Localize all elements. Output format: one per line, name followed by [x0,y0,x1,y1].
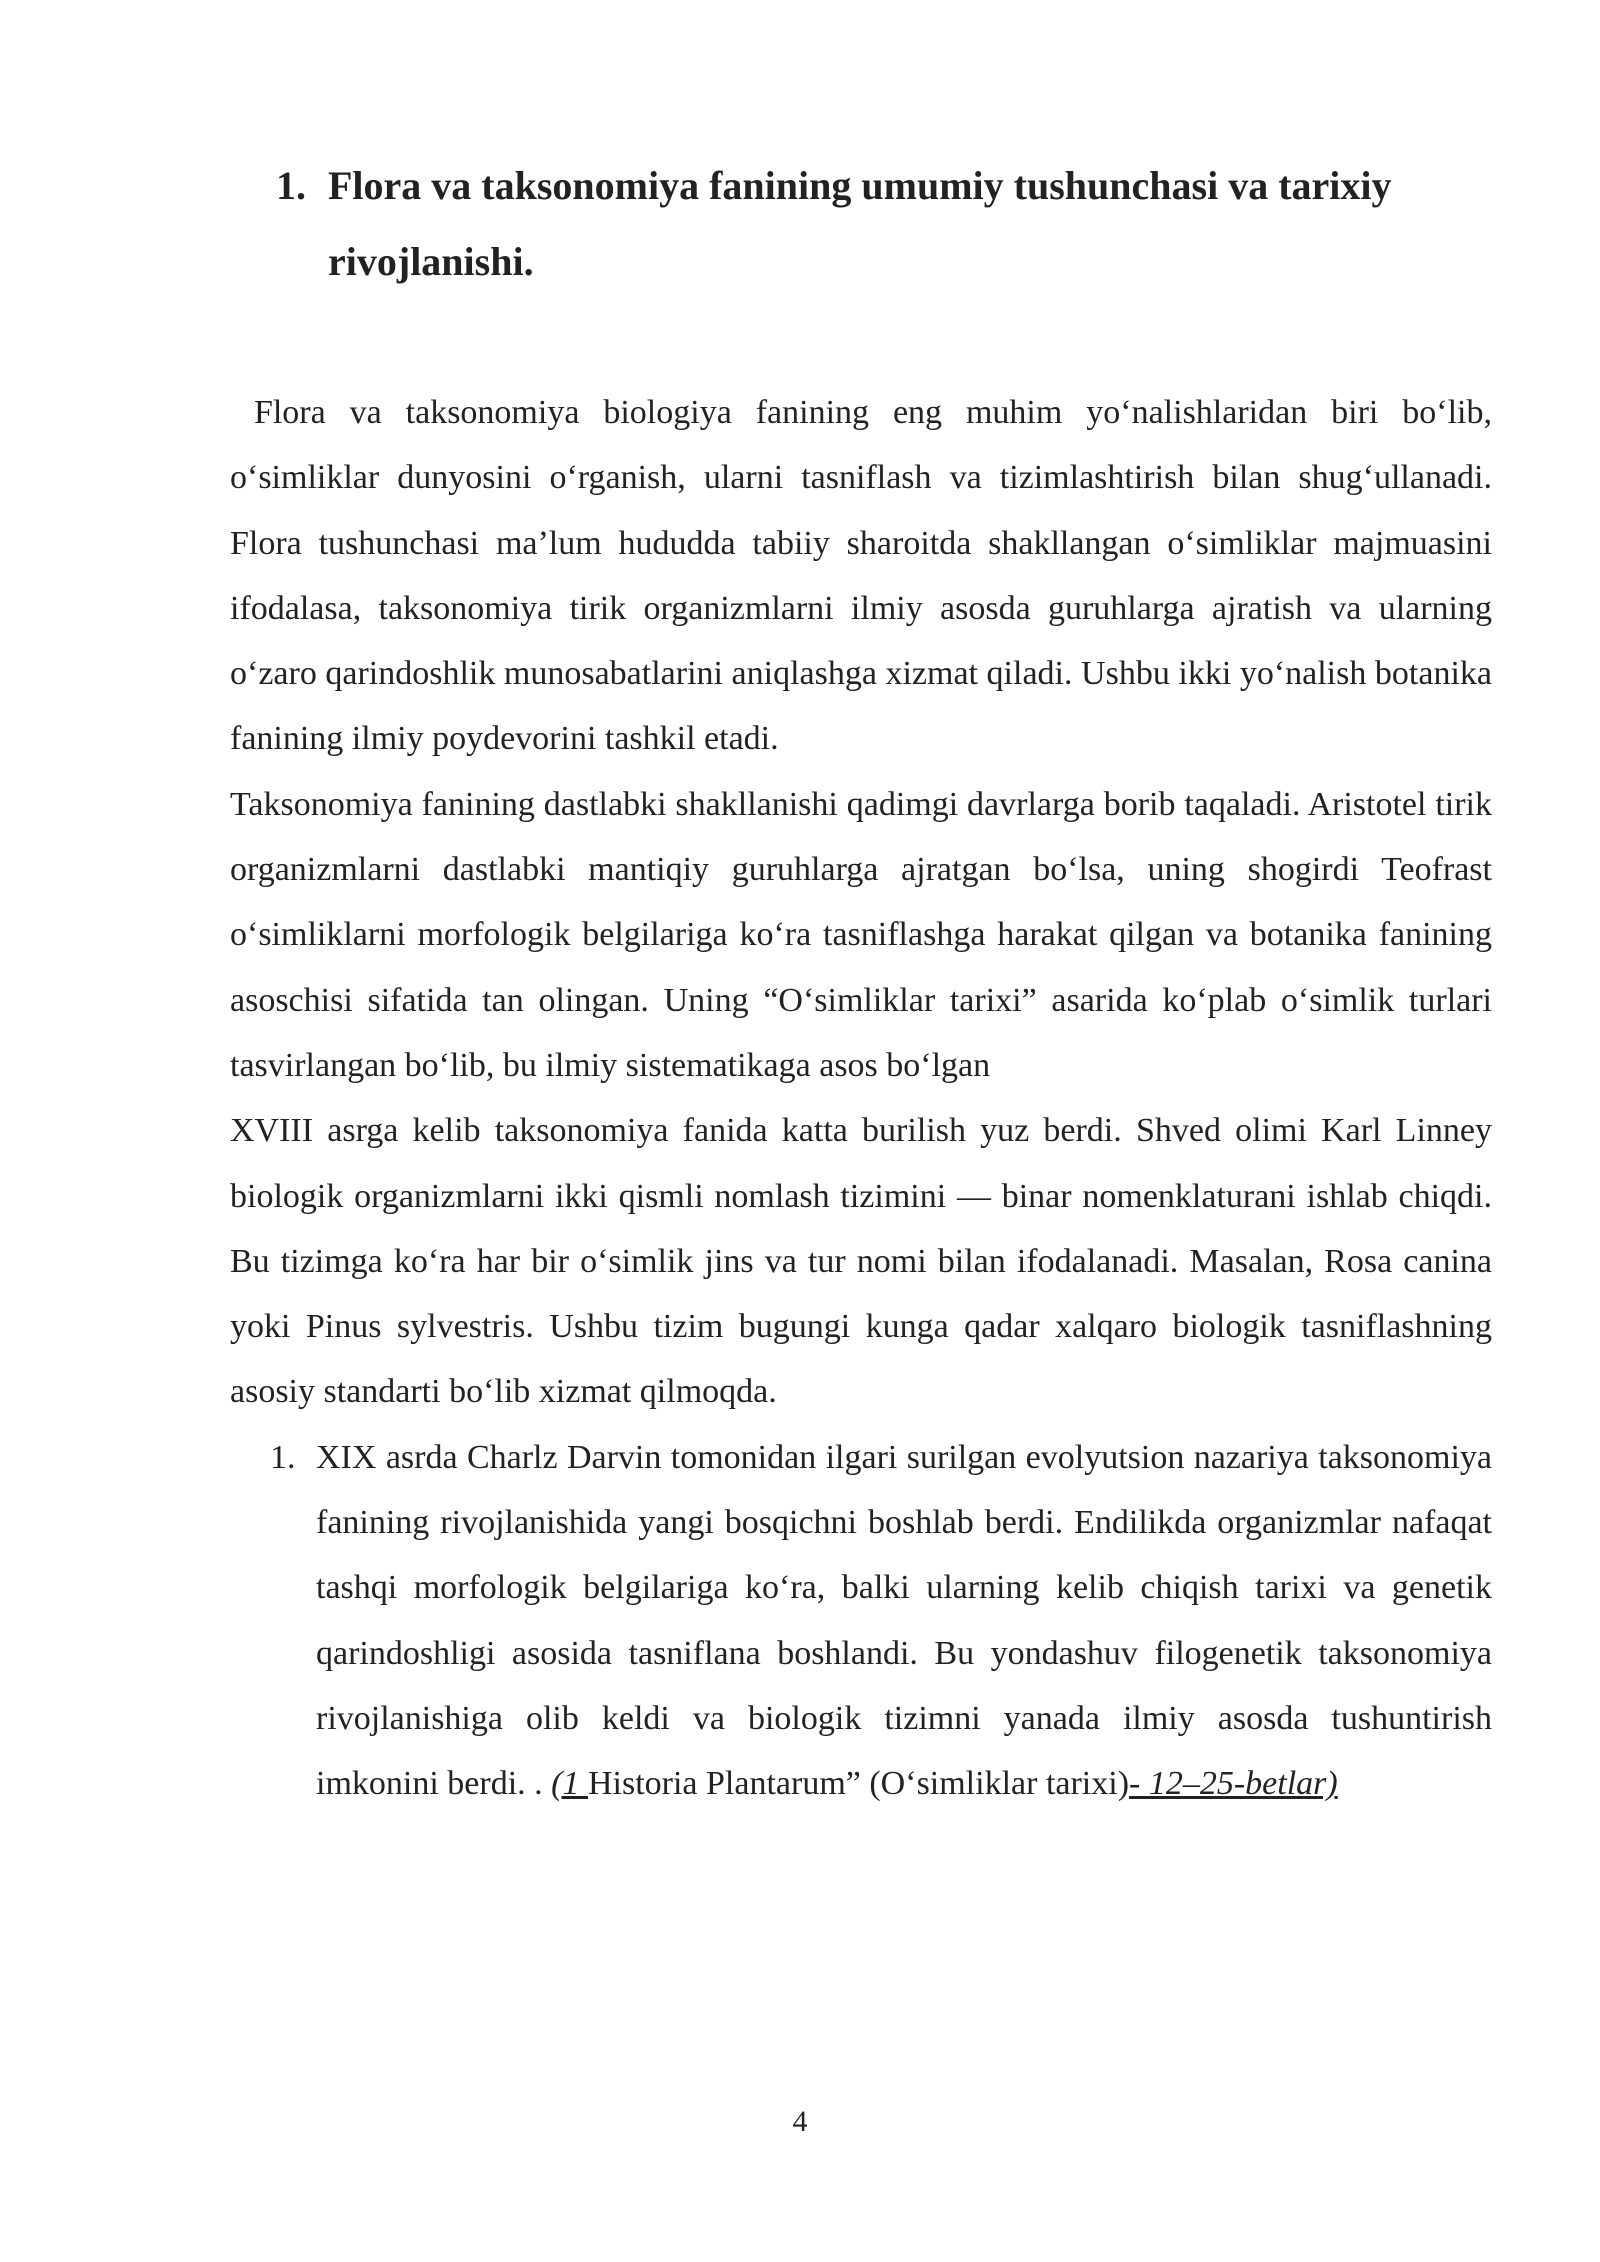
body-text [230,380,1501,1817]
numbered-list [230,1425,1492,1817]
citation-pages: - 12–25-betlar) [1129,1765,1338,1803]
heading-number: 1. [276,163,306,208]
list-marker: 1. [270,1438,296,1476]
citation-title: Historia Plantarum” (Oʻsimliklar tarixi) [587,1765,1130,1803]
heading-text: Flora va taksonomiya fanining umumiy tushunchasi va tarixiy rivojlanishi. [328,163,1392,284]
list-item [230,1425,1492,1817]
paragraph-history: Taksonomiya fanining dastlabki shakllanishi qadimgi davrlarga borib taqaladi. Aristotel tirik organizmlarni dastlabki mantiqiy guruhlarga ajratgan boʻlsa, uning shogirdi Teofrast oʻsimliklarni morfologik belgilariga koʻra tasniflashga harakat qilgan va botanika fanining asoschisi sifatida tan olingan. Uning “Oʻsimliklar tarixi” asarida koʻplab oʻsimlik turlari tasvirlangan boʻlib, bu ilmiy sistematikaga asos boʻlgan [230,785,1492,1084]
list-item-text: XIX asrda Charlz Darvin tomonidan ilgari surilgan evolyutsion nazariya taksonomiya fanining rivojlanishida yangi bosqichni boshlab berdi. Endilikda organizmlar nafaqat tashqi morfologik belgilariga koʻra, balki ularning kelib chiqish tarixi va genetik qarindoshligi asosida tasniflana boshlandi. Bu yondashuv filogenetik taksonomiya rivojlanishiga olib keldi va biologik tizimni yanada ilmiy asosda tushuntirish imkonini berdi. . [316,1438,1492,1803]
citation-open: (1 [551,1765,588,1803]
paragraph-intro: Flora va taksonomiya biologiya fanining eng muhim yoʻnalishlaridan biri boʻlib, oʻsimliklar dunyosini oʻrganish, ularni tasniflash va tizimlashtirish bilan shugʻullanadi. Flora tushunchasi maʼlum hududda tabiiy sharoitda shakllangan oʻsimliklar majmuasini ifodalasa, taksonomiya tirik organizmlarni ilmiy asosda guruhlarga ajratish va ularning oʻzaro qarindoshlik munosabatlarini aniqlashga xizmat qiladi. Ushbu ikki yoʻnalish botanika fanining ilmiy poydevorini tashkil etadi. [230,394,1501,758]
page-number: 4 [792,2105,808,2138]
paragraph-linnaeus: XVIII asrga kelib taksonomiya fanida katta burilish yuz berdi. Shved olimi Karl Linney biologik organizmlarni ikki qismli nomlash tizimini — binar nomenklaturani ishlab chiqdi. Bu tizimga koʻra har bir oʻsimlik jins va tur nomi bilan ifodalanadi. Masalan, Rosa canina yoki Pinus sylvestris. Ushbu tizim bugungi kunga qadar xalqaro biologik tasniflashning asosiy standarti boʻlib xizmat qilmoqda. [230,1112,1492,1411]
section-heading [276,148,1496,300]
